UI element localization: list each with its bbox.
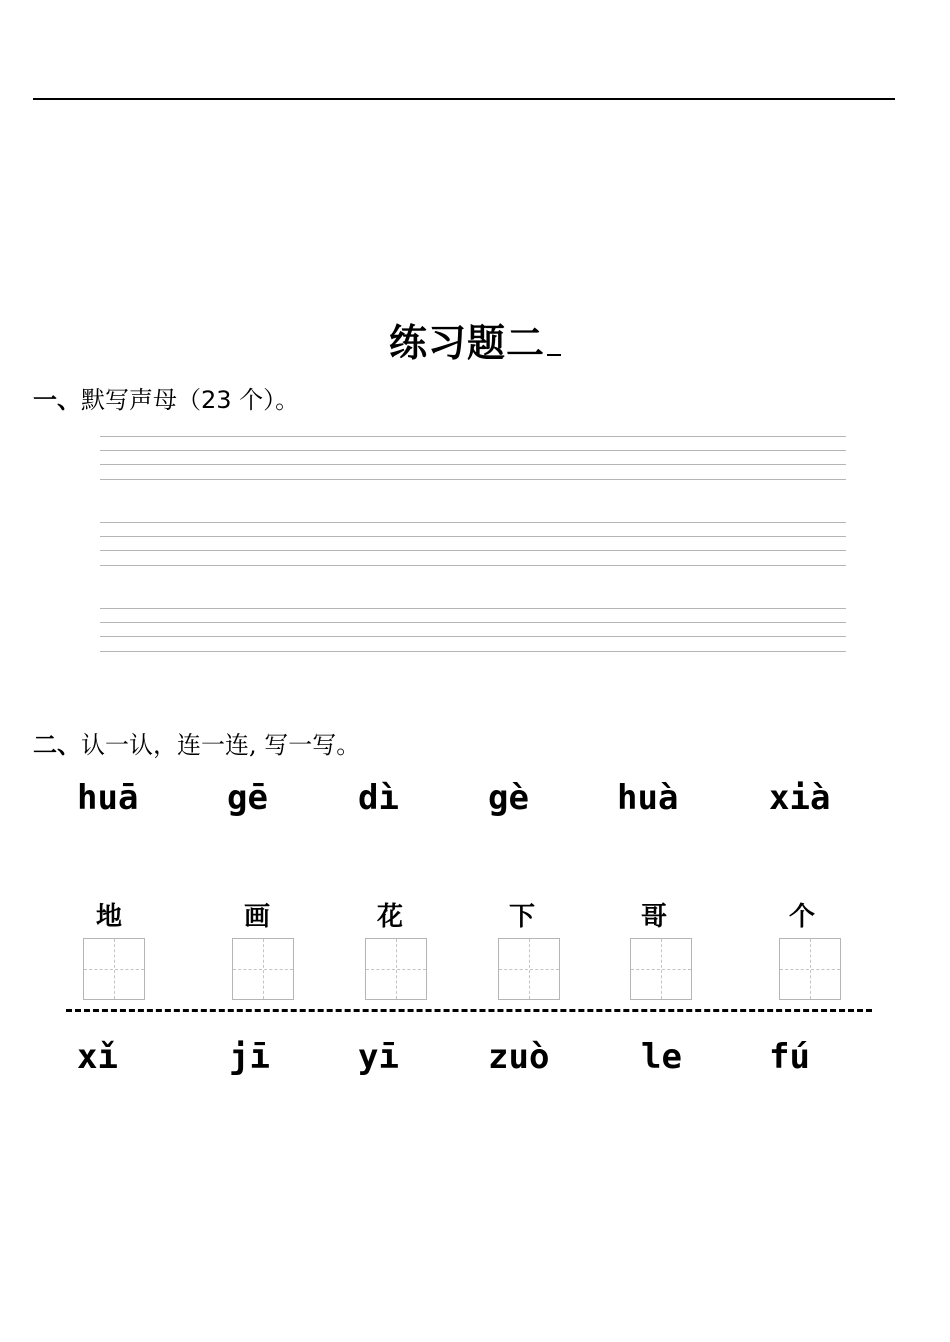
section-2-text: 认一认，连一连, 写一写。 (81, 731, 361, 759)
character-5[interactable]: 哥 (640, 902, 667, 932)
grid-line (100, 479, 846, 480)
section-2-heading (33, 725, 360, 760)
tian-grid-box-2[interactable] (232, 938, 294, 1000)
character-1[interactable]: 地 (95, 902, 122, 932)
pinyin-bottom-6[interactable]: fú (769, 1037, 810, 1077)
dashed-divider (66, 1009, 872, 1012)
pinyin-top-6[interactable]: xià (769, 778, 831, 818)
tian-grid-box-4[interactable] (498, 938, 560, 1000)
grid-line (100, 536, 846, 537)
writing-grid-1[interactable] (100, 436, 846, 480)
pinyin-top-5[interactable]: huà (617, 778, 679, 818)
section-1-text: 默写声母（23 个）。 (81, 386, 300, 414)
grid-line (100, 550, 846, 551)
grid-line (100, 450, 846, 451)
pinyin-bottom-1[interactable]: xǐ (77, 1037, 118, 1077)
character-3[interactable]: 花 (376, 902, 403, 932)
section-1-heading (33, 380, 299, 415)
pinyin-top-1[interactable]: huā (77, 778, 139, 818)
pinyin-top-3[interactable]: dì (358, 778, 399, 818)
character-6[interactable]: 个 (788, 902, 815, 932)
pinyin-bottom-4[interactable]: zuò (488, 1037, 550, 1077)
grid-line (100, 522, 846, 523)
page-title (0, 312, 950, 367)
section-1-number: 一、 (33, 386, 81, 414)
pinyin-top-4[interactable]: gè (488, 778, 529, 818)
character-2[interactable]: 画 (243, 902, 270, 932)
pinyin-top-2[interactable]: gē (227, 778, 268, 818)
pinyin-bottom-2[interactable]: jī (229, 1037, 270, 1077)
pinyin-bottom-3[interactable]: yī (358, 1037, 399, 1077)
tian-grid-box-3[interactable] (365, 938, 427, 1000)
tian-grid-box-5[interactable] (630, 938, 692, 1000)
character-4[interactable]: 下 (508, 902, 535, 932)
grid-line (100, 436, 846, 437)
grid-line (100, 464, 846, 465)
grid-line (100, 651, 846, 652)
tian-grid-box-1[interactable] (83, 938, 145, 1000)
writing-grid-2[interactable] (100, 522, 846, 566)
writing-grid-3[interactable] (100, 608, 846, 652)
section-2-number: 二、 (33, 731, 81, 759)
header-rule (33, 98, 895, 100)
grid-line (100, 622, 846, 623)
grid-line (100, 636, 846, 637)
grid-line (100, 565, 846, 566)
grid-line (100, 608, 846, 609)
page-title-text: 练习题二 (388, 321, 545, 365)
pinyin-bottom-5[interactable]: le (641, 1037, 682, 1077)
tian-grid-box-6[interactable] (779, 938, 841, 1000)
title-blank (547, 324, 561, 356)
